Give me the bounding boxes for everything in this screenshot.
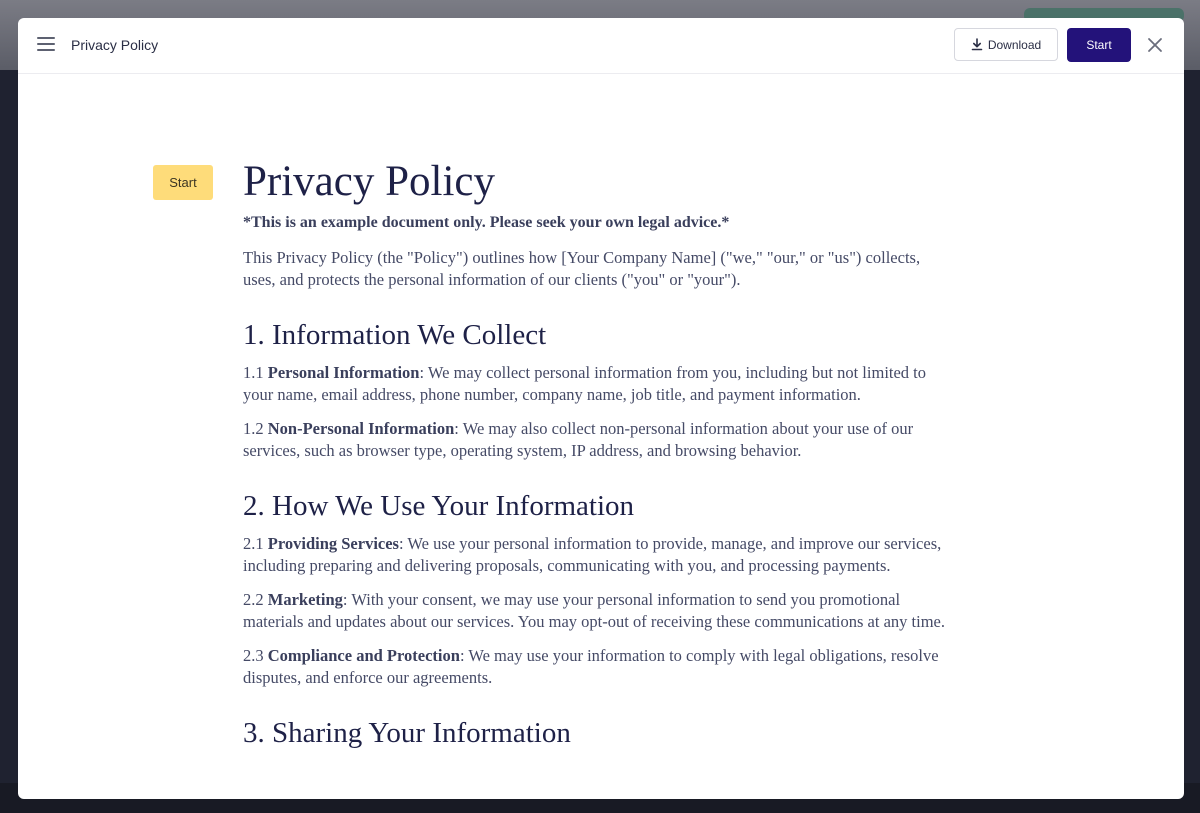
document-modal	[18, 18, 1184, 799]
modal-header	[18, 18, 1184, 74]
start-tag[interactable]: Start	[153, 165, 213, 200]
clause-paragraph	[243, 589, 955, 632]
clause-term: Personal Information	[267, 363, 420, 382]
document-viewer[interactable]	[18, 74, 1184, 799]
document-title: Privacy Policy	[243, 158, 495, 205]
clause-paragraph	[243, 533, 955, 576]
clause-number: 1.1	[243, 363, 264, 382]
start-button[interactable]: Start	[1067, 28, 1131, 62]
intro-paragraph: This Privacy Policy (the "Policy") outlines how [Your Company Name] ("we," "our," or "us") collects, uses, and protects the personal information of our clients ("you" or "your").	[243, 248, 921, 289]
clause-text: : We may use your information to comply with legal obligations, resolve disputes, and enforce our agreements.	[243, 646, 939, 687]
hamburger-menu-icon[interactable]	[37, 37, 55, 51]
disclaimer: *This is an example document only. Please seek your own legal advice.*	[243, 214, 730, 231]
clause-number: 2.3	[243, 646, 264, 665]
clause-number: 2.1	[243, 534, 264, 553]
clause-text: : We may also collect non-personal information about your use of our services, such as browser type, operating system, IP address, and browsing behavior.	[243, 419, 914, 460]
section-heading: 1. Information We Collect	[243, 319, 547, 351]
clause-number: 2.2	[243, 590, 264, 609]
clause-term: Marketing	[267, 590, 343, 609]
clause-term: Compliance and Protection	[267, 646, 460, 665]
section-heading: 3. Sharing Your Information	[243, 717, 571, 749]
clause-text: : We use your personal information to provide, manage, and improve our services, including preparing and delivering proposals, communicating with you, and processing payments.	[243, 534, 942, 575]
document-body	[243, 154, 955, 751]
close-icon[interactable]	[1146, 36, 1164, 54]
clause-paragraph	[243, 362, 955, 405]
clause-text: : We may collect personal information from you, including but not limited to your name, email address, phone number, company name, job title, and payment information.	[243, 363, 927, 404]
clause-number: 1.2	[243, 419, 264, 438]
clause-paragraph	[243, 645, 955, 688]
header-title: Privacy Policy	[71, 37, 159, 53]
clause-text: : With your consent, we may use your personal information to send you promotional materials and updates about our services. You may opt-out of receiving these communications at any time.	[243, 590, 945, 631]
clause-term: Providing Services	[267, 534, 399, 553]
download-label: Download	[987, 37, 1042, 52]
section-heading: 2. How We Use Your Information	[243, 490, 635, 522]
clause-term: Non-Personal Information	[267, 419, 455, 438]
download-button[interactable]	[954, 28, 1058, 61]
clause-paragraph	[243, 418, 955, 461]
download-icon	[971, 38, 983, 51]
